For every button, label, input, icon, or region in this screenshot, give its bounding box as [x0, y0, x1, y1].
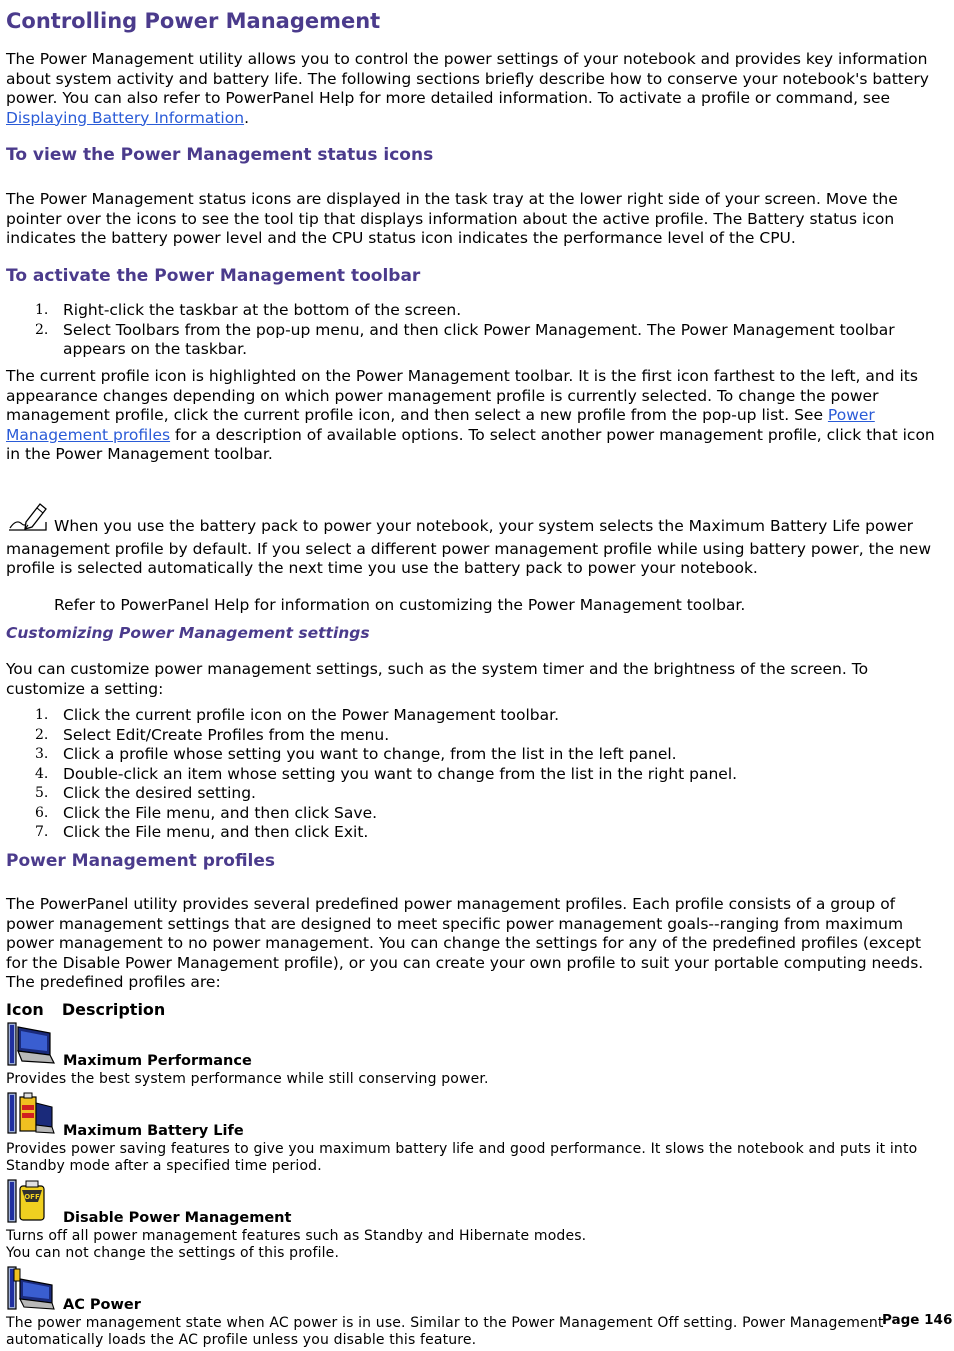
svg-text:OFF: OFF	[24, 1193, 40, 1201]
profiles-paragraph: The PowerPanel utility provides several predefined power management profiles. Each profile consists of a group of power management settings that are designed to meet specific power management goals--ranging from maximum power management to no power management. You can change the settings for any of the predefined profiles (except for the Disable Power Management profile), or you can create your own profile to suit your portable computing needs. The predefined profiles are:	[6, 895, 924, 991]
intro-paragraph: The Power Management utility allows you to control the power settings of your notebook and provides key information about system activity and battery life. The following sections briefly describe how to conserve your notebook's battery power. You can also refer to PowerPanel Help for more detailed information. To activate a profile or command, see Displaying Battery Information.	[6, 50, 929, 127]
profile-name: Maximum Performance	[63, 1053, 252, 1069]
ac-plug-notebook-icon	[6, 1265, 56, 1315]
profile-description: Provides the best system performance while still conserving power.	[6, 1071, 489, 1087]
description-column-header: Description	[61, 1000, 166, 1019]
customize-heading: Customizing Power Management settings	[6, 624, 370, 642]
page-number: Page 146	[882, 1312, 953, 1328]
profile-name: Disable Power Management	[63, 1210, 292, 1226]
power-management-profiles-link[interactable]: Power Management profiles	[6, 406, 875, 444]
list-item: 7. Click the File menu, and then click Exit.	[35, 823, 369, 841]
displaying-battery-information-link[interactable]: Displaying Battery Information	[6, 108, 245, 127]
status-icons-heading: To view the Power Management status icons	[6, 145, 434, 165]
list-item: 2. Select Toolbars from the pop-up menu, and then click Power Management. The Power Management toolbar appears on the taskbar.	[35, 320, 895, 358]
toolbar-paragraph: The current profile icon is highlighted on the Power Management toolbar. It is the first icon farthest to the left, and its appearance changes depending on which power management profile is currently selected. To change the power management profile, click the current profile icon, and then select a new profile from the pop-up list. See Power Management profiles for a description of available options. To select another power management profile, click that icon in the Power Management toolbar.	[6, 367, 935, 463]
profiles-heading: Power Management profiles	[6, 851, 276, 871]
list-item: 6. Click the File menu, and then click Save.	[35, 803, 378, 822]
refer-note: Refer to PowerPanel Help for information on customizing the Power Management toolbar.	[54, 596, 746, 614]
toolbar-heading: To activate the Power Management toolbar	[6, 266, 421, 286]
profile-description: Provides power saving features to give you maximum battery life and good performance. It slows the notebook and puts it into Standby mode after a specified time period.	[6, 1141, 918, 1175]
list-item: 2. Select Edit/Create Profiles from the menu.	[35, 725, 390, 744]
status-icons-paragraph: The Power Management status icons are displayed in the task tray at the lower right side of your screen. Move the pointer over the icons to see the tool tip that displays information about the active profile. The Battery status icon indicates the battery power level and the CPU status icon indicates the performance level of the CPU.	[6, 190, 898, 247]
customize-paragraph: You can customize power management settings, such as the system timer and the brightness of the screen. To customize a setting:	[6, 660, 869, 698]
list-item: 4. Double-click an item whose setting you want to change from the list in the right panel.	[35, 764, 738, 783]
toolbar-steps-list	[6, 301, 942, 360]
notebook-performance-icon	[6, 1021, 56, 1071]
battery-off-icon	[6, 1178, 56, 1228]
list-item: 1. Right-click the taskbar at the bottom of the screen.	[35, 301, 462, 319]
profile-name: AC Power	[63, 1297, 141, 1313]
icon-column-header: Icon	[6, 1000, 44, 1019]
list-item: 5. Click the desired setting.	[35, 784, 256, 802]
page-title: Controlling Power Management	[6, 9, 381, 33]
customize-steps-list	[6, 706, 942, 843]
profile-description: Turns off all power management features such as Standby and Hibernate modes. You can not change the settings of this profile.	[6, 1228, 587, 1262]
battery-life-icon	[6, 1091, 56, 1141]
list-item: 1. Click the current profile icon on the Power Management toolbar.	[35, 706, 559, 724]
profiles-table-header	[6, 1000, 183, 1019]
list-item: 3. Click a profile whose setting you want to change, from the list in the left panel.	[35, 745, 677, 763]
note-paragraph: When you use the battery pack to power your notebook, your system selects the Maximum Battery Life power management profile by default. If you select a different power management profile while using battery power, the new profile is selected automatically the next time you use the battery pack to power your notebook.	[6, 500, 942, 579]
profile-description: The power management state when AC power is in use. Similar to the Power Management Off setting. Power Management automatically loads the AC profile unless you disable this feature.	[6, 1315, 884, 1349]
profile-name: Maximum Battery Life	[63, 1123, 244, 1139]
intro-text: The Power Management utility allows you to control the power settings of your notebook and provides key information about system activity and battery life. The following sections briefly describe how to conserve your notebook's battery power. You can also refer to PowerPanel Help for more detailed information. To activate a profile or command, see	[6, 50, 929, 107]
note-pencil-icon	[6, 500, 52, 540]
